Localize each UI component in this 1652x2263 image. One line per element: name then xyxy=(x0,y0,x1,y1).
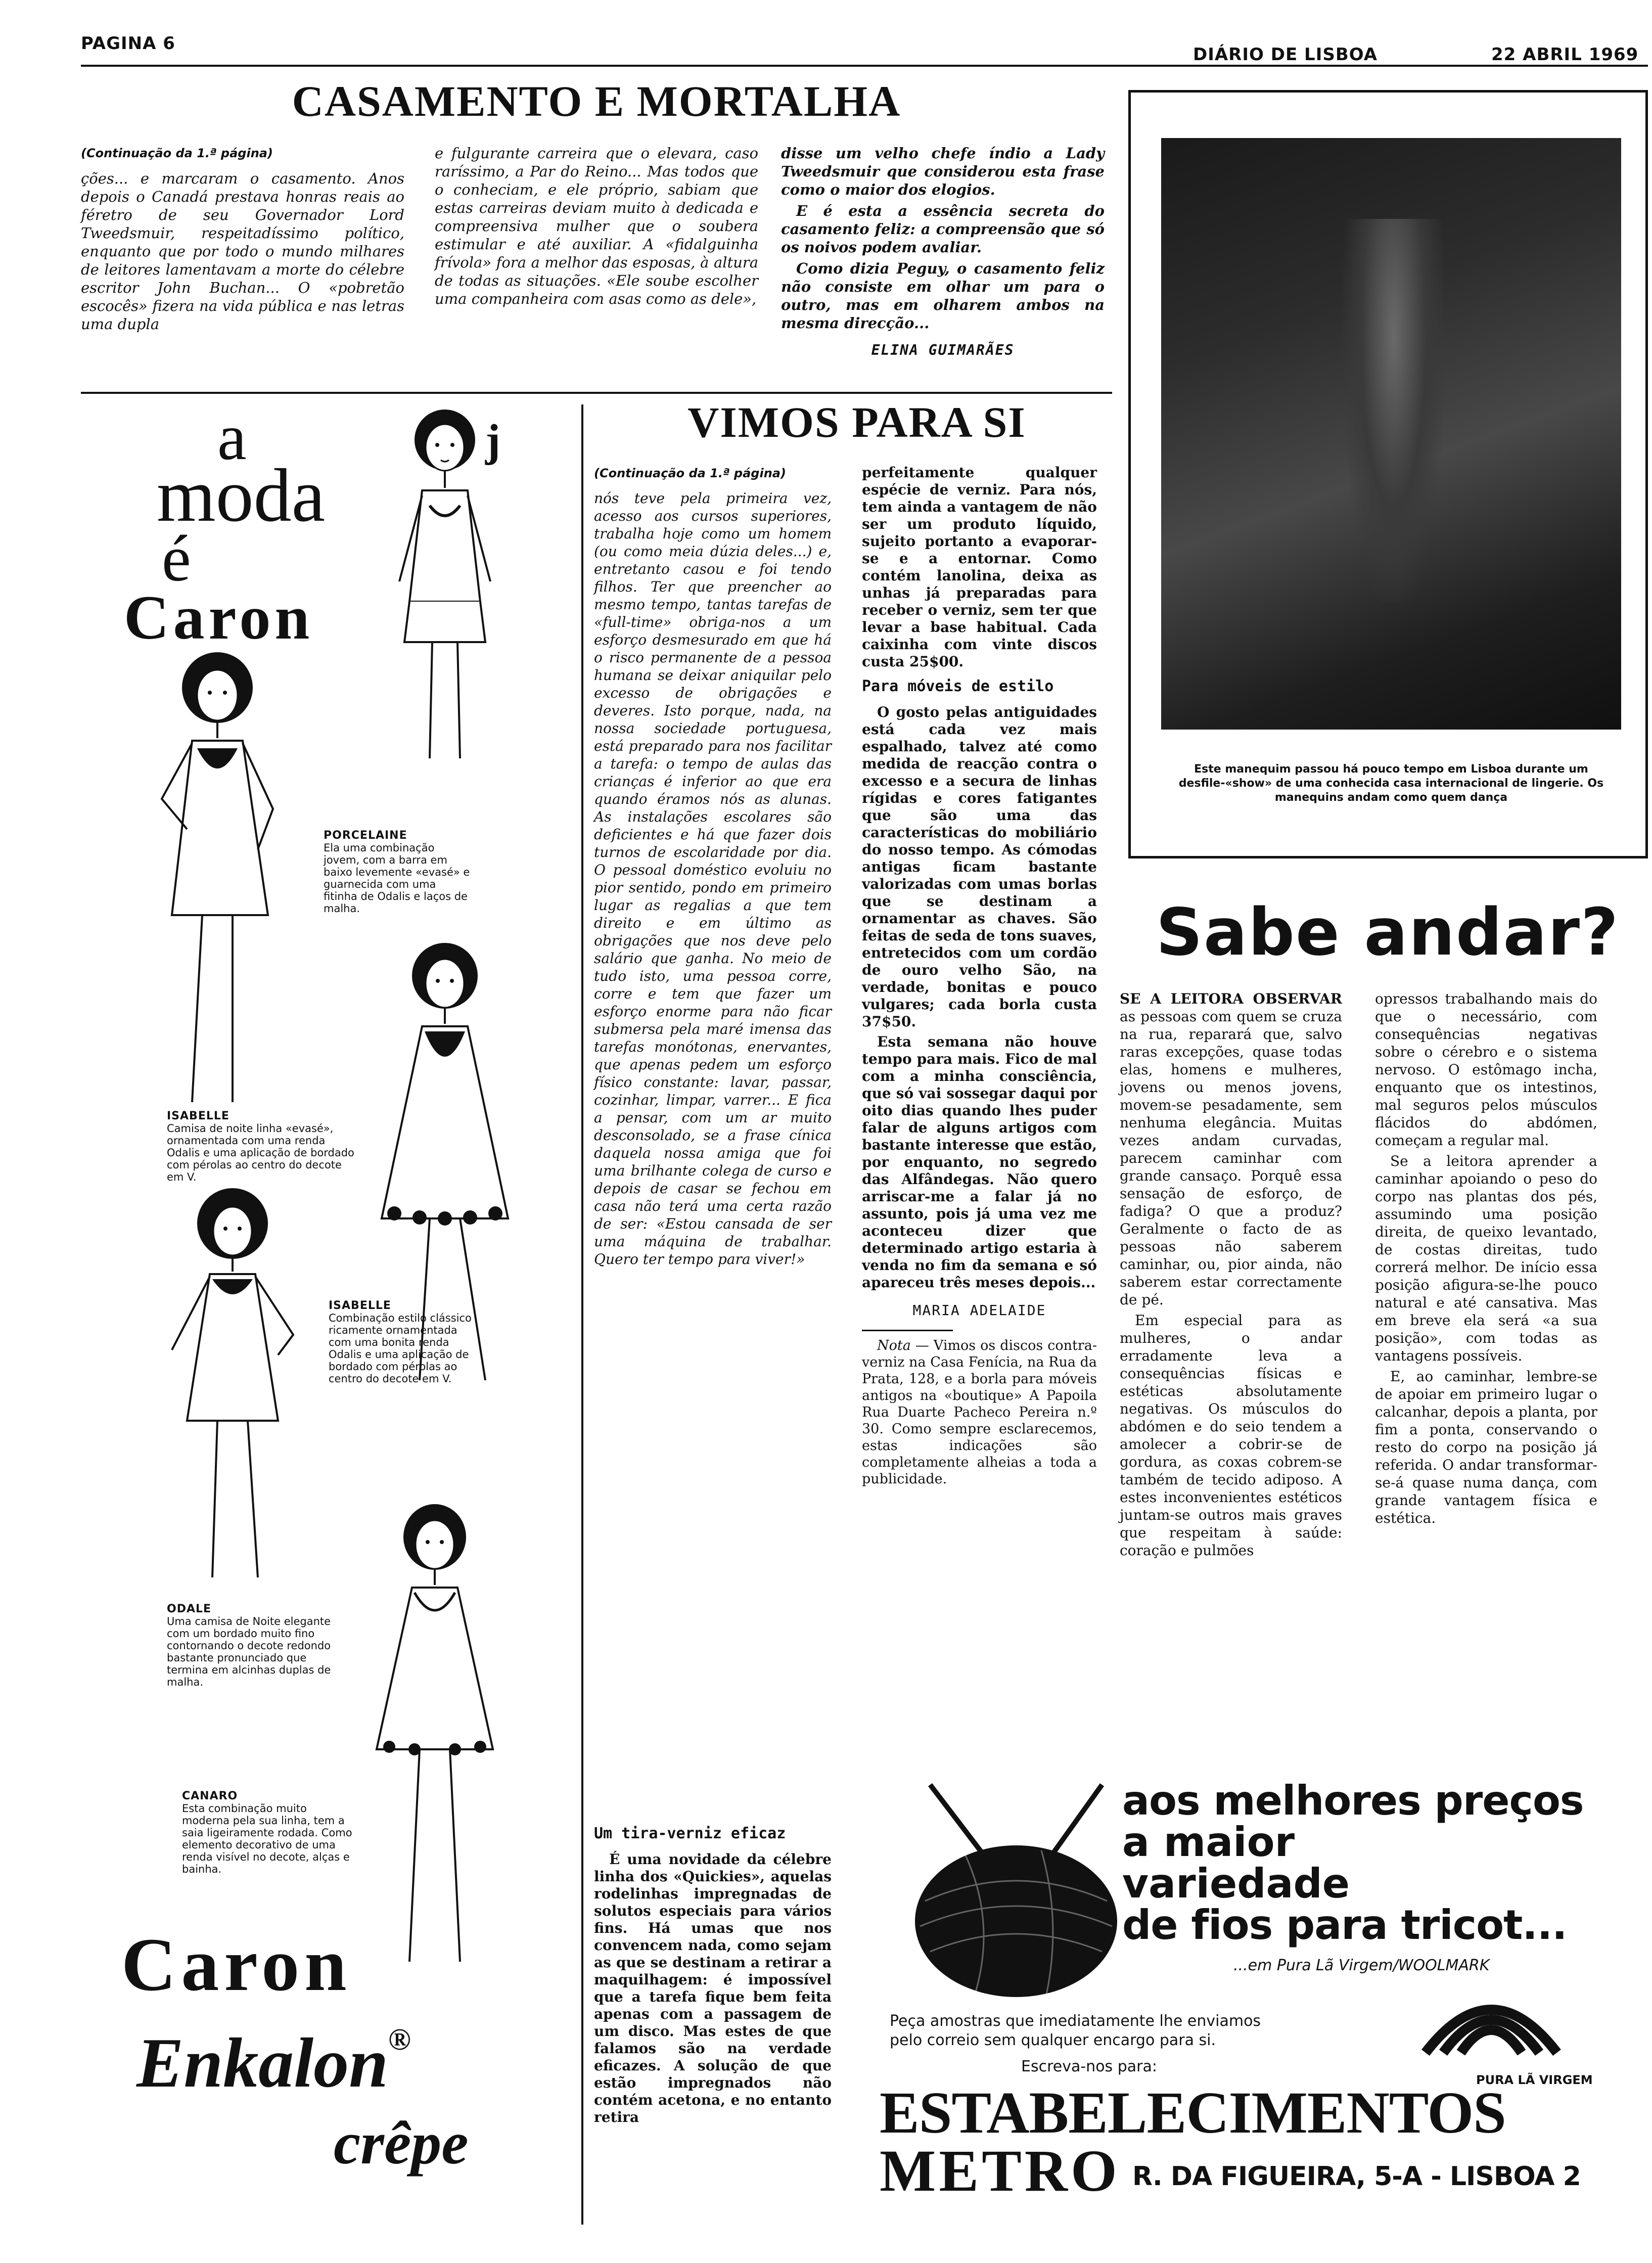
issue-date: 22 ABRIL 1969 xyxy=(1491,44,1639,65)
photo-caption: Este manequim passou há pouco tempo em Lisboa durante um desfile-«show» de uma conhecida casa internacional de lingerie. Os manequins andam como quem dança xyxy=(1178,763,1604,804)
caption-isabelle-2-name: ISABELLE xyxy=(329,1299,391,1312)
vimos-note xyxy=(862,1337,1097,1487)
caption-odale-name: ODALE xyxy=(167,1603,212,1615)
caption-porcelaine-desc: Ela uma combinação jovem, com a barra em baixo levemente «evasé» e guarnecida com uma fitinha de Odalis e laços de malha. xyxy=(324,842,470,915)
woolmark-label: PURA LÃ VIRGEM xyxy=(1476,2073,1593,2087)
caption-isabelle-1 xyxy=(167,1110,359,1183)
casamento-title: CASAMENTO E MORTALHA xyxy=(292,77,901,125)
ad-line-2: a maior xyxy=(1122,1819,1295,1866)
ad-line-5: ...em Pura Lã Virgem/WOOLMARK xyxy=(1233,1957,1490,1974)
model-illustration-2 xyxy=(142,647,303,1153)
vimos-col-1 xyxy=(594,464,832,1271)
caption-odale-desc: Uma camisa de Noite elegante com um bordado muito fino contornando o decote redondo bastante pronunciado que termina em alcinhas duplas de malha. xyxy=(167,1615,331,1688)
casamento-col-1 xyxy=(81,144,404,336)
caption-canaro-name: CANARO xyxy=(182,1790,238,1802)
ad-line-1: aos melhores preços xyxy=(1122,1777,1584,1824)
sabe-title: Sabe andar? xyxy=(1156,895,1620,970)
ad-address: R. DA FIGUEIRA, 5-A - LISBOA 2 xyxy=(1132,2161,1581,2192)
vimos-col-1-bottom xyxy=(594,1818,832,2129)
vimos-signature: MARIA ADELAIDE xyxy=(912,1302,1046,1319)
moda-divider xyxy=(581,404,583,2225)
caption-isabelle-1-desc: Camisa de noite linha «evasé», ornamentada com uma renda Odalis e uma aplicação de bordado com pérolas ao centro do decote em V. xyxy=(167,1122,354,1183)
ad-line-4: de fios para tricot... xyxy=(1122,1902,1567,1949)
moda-line-moda: moda xyxy=(157,454,326,537)
casamento-col-3b: E é esta a essência secreta do casamento feliz: a compreensão que só os noivos podem avaliar. xyxy=(781,202,1105,256)
vimos-note-label: Nota xyxy=(877,1338,911,1353)
model-silhouette xyxy=(1343,219,1444,603)
sabe-col-1 xyxy=(1120,990,1342,1562)
vimos-col-2b-text: O gosto pelas antiguidades está cada vez mais espalhado, talvez até como medida de reacção contra o excesso e a secura de linhas rígidas e cores fatigantes que são uma das características do mobiliário do nosso tempo. As cómodas antigas ficam bastante valorizadas com umas borlas que se destinam a ornamentar as chaves. São feitas de seda de tons suaves, entretecidos com um cordão de ouro velho São, na verdade, bonitas e pouco vulgares; cada borla custa 37$50. xyxy=(862,704,1097,1030)
brand-crepe: crêpe xyxy=(334,2109,469,2177)
brand-enkalon xyxy=(136,2022,411,2104)
header-rule xyxy=(81,65,1648,67)
ad-company-1: ESTABELECIMENTOS xyxy=(880,2079,1506,2146)
casamento-col-3c: Como dizia Peguy, o casamento feliz não consiste em olhar um para o outro, mas em olharem ambos na mesma direcção... xyxy=(781,260,1105,332)
model-illustration-4 xyxy=(162,1183,313,1588)
model-illustration-1 xyxy=(384,404,506,768)
vimos-note-rule xyxy=(862,1330,953,1331)
sabe-col-2 xyxy=(1375,990,1597,1530)
page-label: PAGINA 6 xyxy=(81,33,175,54)
brand-enkalon-text: Enkalon xyxy=(136,2024,388,2102)
moda-line-a: a xyxy=(217,401,247,474)
sabe-col-1-lead: SE A LEITORA OBSERVAR xyxy=(1120,990,1342,1007)
caption-isabelle-1-name: ISABELLE xyxy=(167,1110,230,1122)
sabe-col-2b-text: Se a leitora aprender a caminhar apoiando o peso do corpo nas plantas dos pés, assumindo uma posição direita, de queixo levantado, de costas direitas, tudo correrá melhor. De início essa posição afigura-se-lhe pouco natural e até cansativa. Mas em breve ela será «a sua posição», com todas as vantagens possíveis. xyxy=(1375,1153,1597,1364)
caption-isabelle-2 xyxy=(329,1299,480,1385)
ad-line-6: Peça amostras que imediatamente lhe enviamos xyxy=(890,2012,1261,2030)
brand-enkalon-mark: ® xyxy=(388,2023,411,2056)
sabe-col-1-body: as pessoas com quem se cruza na rua, reparará que, salvo raras excepções, quase todas elas, homens e mulheres, jovens ou menos jovens, movem-se pesadamente, sem nenhuma elegância. Muitas vezes andam curvadas, parecem caminhar com grande cansaço. Porquê essa sensação de esforço, de fadiga? O que a produz? Geralmente o facto de as pessoas não saberem caminhar, ou, pior ainda, não saberem estar correctamente de pé. xyxy=(1120,1008,1342,1308)
vimos-title: VIMOS PARA SI xyxy=(687,398,1026,446)
yarn-ball-illustration xyxy=(880,1775,1153,2007)
model-illustration-5 xyxy=(354,1497,516,1972)
vimos-subhead-tira-verniz: Um tira-verniz eficaz xyxy=(594,1825,786,1842)
newspaper-name: DIÁRIO DE LISBOA xyxy=(1193,44,1378,65)
lingerie-photo xyxy=(1161,138,1621,730)
vimos-col-2 xyxy=(862,464,1097,1490)
caption-canaro xyxy=(182,1790,354,1875)
casamento-col-3a: disse um velho chefe índio a Lady Tweedsmuir que considerou esta frase como o maior dos elogios. xyxy=(781,145,1105,198)
moda-line-e: é xyxy=(162,522,191,595)
photo-frame xyxy=(1128,90,1648,858)
brand-caron: Caron xyxy=(121,1923,352,2007)
casamento-col-2 xyxy=(435,144,758,311)
casamento-continuation: (Continuação da 1.ª página) xyxy=(81,146,273,160)
casamento-col-2-text: e fulgurante carreira que o elevara, caso raríssimo, a Par do Reino... Mas todos que o conheciam, e ele próprio, sabiam que estas carreiras deviam muito à dedicada e compreensiva mulher que o soubera estimular e até auxiliar. A «fidalguinha frívola» fora a melhor das esposas, à altura de todas as situações. «Ele soube escolher uma companheira com asas como as dele», xyxy=(435,145,758,307)
casamento-bottom-rule xyxy=(81,392,1112,394)
vimos-note-text: — Vimos os discos contra-verniz na Casa Fenícia, na Rua da Prata, 128, e a borla para móveis antigos na «boutique» A Papoila Rua Duarte Pacheco Pereira n.º 30. Como sempre esclarecemos, estas indicações são completamente alheias a toda a publicidade. xyxy=(862,1338,1097,1487)
vimos-col-2a-text: perfeitamente qualquer espécie de verniz. Para nós, tem ainda a vantagem de não ser um produto líquido, sujeito portanto a evaporar-se e a entornar. Como contém lanolina, deixa as unhas já preparadas para receber o verniz, sem ter que levar a base habitual. Cada caixinha com vinte discos custa 25$00. xyxy=(862,464,1097,670)
ad-line-7: pelo correio sem qualquer encargo para si. xyxy=(890,2031,1216,2049)
ad-line-3: variedade xyxy=(1122,1860,1350,1907)
vimos-subhead-moveis: Para móveis de estilo xyxy=(862,677,1054,695)
moda-mark: j xyxy=(485,416,500,466)
vimos-col-2c-text: Esta semana não houve tempo para mais. Fico de mal com a minha consciência, que só vai sossegar daqui por oito dias quando lhes puder falar de alguns artigos com bastante interesse que estão, por enquanto, no segredo das Alfândegas. Não quero arriscar-me a falar já no assunto, pois já uma vez me aconteceu dizer que determinado artigo estaria à venda no fim da semana e só apareceu três meses depois... xyxy=(862,1033,1097,1291)
sabe-col-1b-text: Em especial para as mulheres, o andar erradamente leva a consequências físicas e estéticas absolutamente negativas. Os músculos do abdómen e do seio tendem a amolecer a cobrir-se de gordura, as coxas cobrem-se também de tecido adiposo. A estes inconvenientes estéticos juntam-se outros mais graves que respeitam à saúde: coração e pulmões xyxy=(1120,1312,1342,1559)
caption-canaro-desc: Esta combinação muito moderna pela sua linha, tem a saia ligeiramente rodada. Como elemento decorativo de uma renda visível no decote, alças e bainha. xyxy=(182,1802,352,1875)
metro-ad xyxy=(880,1775,1648,2230)
sabe-col-2c-text: E, ao caminhar, lembre-se de apoiar em primeiro lugar o calcanhar, depois a planta, por fim a ponta, conservando o resto do corpo na posição já referida. O andar transformar-se-á quase numa dança, com grande vantagem física e estética. xyxy=(1375,1368,1597,1526)
caption-odale xyxy=(167,1603,349,1688)
moda-line-caron: Caron xyxy=(124,583,314,652)
ad-company-2: METRO xyxy=(880,2138,1120,2204)
vimos-col-1b-text: É uma novidade da célebre linha dos «Quickies», aquelas rodelinhas impregnadas de solutos especiais para vários fins. Há umas que nos convencem nada, como sejam as que se destinam a retirar a maquilhagem: é impossível que a tarefa fique bem feita apenas com a passagem de um disco. Mas estes de que falamos são na verdade eficazes. A solução de que estão impregnados não contém acetona, e no entanto retira xyxy=(594,1851,832,2125)
sabe-col-2a-text: opressos trabalhando mais do que o necessário, com consequências negativas sobre o cérebro e o sistema nervoso. O estômago incha, enquanto que os intestinos, mal seguros pelos músculos flácidos do abdómen, começam a regular mal. xyxy=(1375,990,1597,1149)
sabe-col-1-text xyxy=(1120,990,1342,1308)
moda-ad xyxy=(81,401,566,2220)
caption-porcelaine-name: PORCELAINE xyxy=(324,829,407,842)
casamento-signature: ELINA GUIMARÃES xyxy=(871,342,1015,358)
caption-porcelaine xyxy=(324,829,470,915)
vimos-continuation: (Continuação da 1.ª página) xyxy=(594,466,786,480)
vimos-col-1-text: nós teve pela primeira vez, acesso aos cursos superiores, trabalha hoje como um homem (ou como meia dúzia deles...) e, entretanto casou e foi tendo filhos. Ter que preencher ao mesmo tempo, tantas tarefas de «full-time» obriga-nos a um esforço desmesurado em que há o risco permanente de a pessoa humana se deixar aniquilar pelo excesso de obrigações e deveres. Isto porque, nada, na nossa sociedade portuguesa, está preparado para nos facilitar a tarefa: o tempo de aulas das crianças é inferior ao que era quando éramos nós as alunas. As instalações escolares são deficientes e há que fazer dois turnos de escolaridade por dia. O pessoal doméstico evoluiu no pior sentido, pondo em primeiro lugar as regalias a que tem direito e em último as obrigações que nos deve pelo salário que ganha. No meio de tudo isto, uma pessoa corre, corre e tem que fazer um esforço enorme para não ficar submersa pela maré imensa das tarefas monótonas, enervantes, que apenas pedem um esforço físico constante: lavar, passar, cozinhar, limpar, varrer... E fica a pensar, com um ar muito desconsolado, se a frase cínica daquela nossa amiga que foi uma brilhante colega de curso e depois de casar se fechou em casa não terá uma certa razão de ser: «Estou cansada de ser uma máquina de trabalhar. Quero ter tempo para viver!» xyxy=(594,490,832,1268)
casamento-col-3 xyxy=(781,144,1105,359)
casamento-col-1-text: ções... e marcaram o casamento. Anos depois o Canadá prestava honras reais ao féretro de seu Governador Lord Tweedsmuir, respeitadíssimo político, enquanto que por todo o mundo milhares de leitores lamentavam a morte do célebre escritor John Buchan... O «pobretão escocês» fizera na vida pública e nas letras uma dupla xyxy=(81,170,404,333)
ad-line-8: Escreva-nos para: xyxy=(1021,2058,1157,2075)
caption-isabelle-2-desc: Combinação estilo clássico ricamente ornamentada com uma bonita renda Odalis e uma aplicação de bordado com pérolas ao centro do decote em V. xyxy=(329,1312,472,1385)
woolmark-logo xyxy=(1415,1977,1567,2068)
